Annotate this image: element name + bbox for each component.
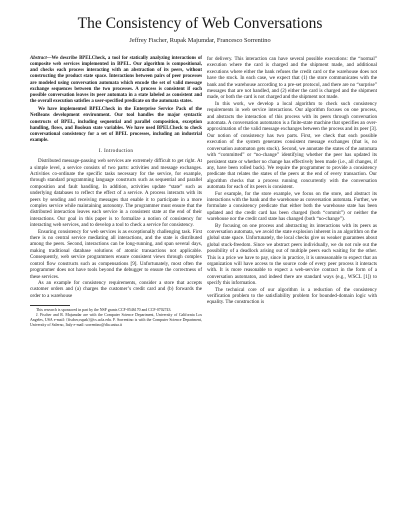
section-heading-introduction: I. Introduction [98, 148, 134, 155]
intro-paragraph-2: Ensuring consistency for web services is as exceptionally challenging task. First there is no central service mediating all interactions, and the state is distributed among the peers. Second, interactions can be long-running, and span several days, making traditional database solutions of atomic transactions not applicable. Consequently, web service programmers ensure consistent views through complex control flow constructs such as compensations [9]. Unfortunately, most often the programmer does not have tools beyond the debugger to ensure the correctness of these services. [30, 228, 202, 280]
abstract-text-1: —We describe BPELCheck, a tool for statically analyzing interactions of composite web services implemented in BPEL. Our algorithm is compositional, and checks each process interacting with an abstraction of its peers, without constructing the product state space. Interactions between pairs of peer processes are modeled using conversation automata which encode the set of valid message exchange sequences between the two processes. A process is consistent if each possible conversation leaves its peer automata in a state labeled as consistent and the overall execution satisfies a user-specified predicate on the automata states. [30, 56, 202, 105]
abstract-paragraph-2: We have implemented BPELCheck in the Enterprise Service Pack of the NetBeans development environment. Our tool handles the major syntactic constructs of BPEL, including sequential and parallel composition, exception handling, flows, and Boolean state variables. We have used BPELCheck to check conversational consistency for a set of BPEL processes, including an industrial example. [30, 107, 202, 144]
paper-title: The Consistency of Web Conversations [77, 15, 323, 32]
right-paragraph-4: By focusing on one process and abstracting its interactions with its peers as conversation automata, we avoid the state explosion inherent in an algorithm on the global state space. Unfortunately, the local checks give us weaker guarantees about global stuck-freedom. Since we abstract peers individually, we do not rule out the possibility of a deadlock arising out of multiple peers each waiting for the other. This is a price we have to pay, since in practice, it is unreasonable to expect that an organization will have access to the source code of every peer process it interacts with. It is more reasonable to expect a web-service contract in the form of a conversation automaton, and indeed there are standard ways (e.g., WSCL [1]) to specify this information. [207, 222, 377, 287]
footnote-affiliations: J. Fischer and R. Majumdar are with the Computer Science Department, University of California Los Angeles, USA e-mail: {fischer,rupak}@cs.ucla.edu. F. Sorrentino is with the Computer Science Department, University of Salerno, Italy e-mail: sorrentino@dia.unisa.it [30, 312, 202, 327]
intro-paragraph-1: Distributed message-passing web services are extremely difficult to get right. At a simple level, a service consists of two parts: activities and message exchanges. Activities co-ordinate the specific tasks necessary for the service, for example, through standard programming language constructs such as sequential and parallel composition and fault handling. In addition, activities update “state” such as underlying databases to reflect the effect of a service. A process interacts with its peers by sending and receiving messages that enable it to participate in a more complex service while maintaining autonomy. The programmer must ensure that the distributed interaction leaves each service in a consistent state at the end of their interactions. Our goal in this paper is to formalize a notion of consistency for interacting web services, and to develop a tool to check a service for consistency. [30, 158, 202, 229]
right-paragraph-2: In this work, we develop a local algorithm to check such consistency requirements in web service interactions. Our algorithm focuses on one process, and abstracts the interaction of this process with its peers through conversation automata. A conversation automaton is a finite-state machine that specifies an over-approximation of the valid message exchanges between the process and its peer [3]. Our notion of consistency has two parts. First, we check that each possible execution of the system generates consistent message exchanges (that is, no conversation automaton gets stuck). Second, we annotate the states of the automata with “committed” or “no-change” identifying whether the peer has updated its persistent state or whether no change has effectively been made (i.e., all changes, if any, have been rolled back). We require the programmer to provide a consistency predicate that relates the states of the peers at the end of every transaction. Our algorithm checks that a process running concurrently with the conversation automata for each of its peers is consistent. [207, 100, 377, 191]
right-paragraph-1: for delivery. This interaction can have several possible executions: the “normal” execution where the card is charged and the shipment made, and additional executions where either the bank refuses the credit card or the warehouse does not have the stock. In each case, we expect that (1) the store communicates with the bank and the warehouse according to a pre-set protocol, and there are no “surprise” messages that are not handled, and (2) either the card is charged and the shipment made, or both the card is not charged and the shipment not made. [207, 56, 377, 101]
right-column [207, 56, 377, 306]
abstract-lead: Abstract [30, 56, 47, 61]
left-column [30, 56, 202, 327]
right-paragraph-3: For example, for the store example, we focus on the store, and abstract its interactions with the bank and the warehouse as conversation automata. Further, we formulate a consistency predicate that either both the warehouse state has been updated and the credit card has been charged (both “commit”) or neither the warehouse nor the credit card state has changed (both “no-change”). [207, 190, 377, 223]
footnote-rule [30, 305, 70, 306]
footnote-funding: This research is sponsored in part by the NSF grants CCF-0546170 and CCF-0702743. [36, 308, 172, 313]
author-list: Jeffrey Fischer, Rupak Majumdar, Francesco Sorrentino [129, 37, 271, 44]
intro-paragraph-3: As an example for consistency requirements, consider a store that accepts customer orders and (a) charges the customer’s credit card and (b) forwards the order to a warehouse [30, 279, 202, 299]
right-paragraph-5: The technical core of our algorithm is a reduction of the consistency verification problem to the satisfiability problem for bounded-domain logic with equality. The construction is [207, 286, 377, 306]
abstract-paragraph-1 [30, 56, 202, 105]
